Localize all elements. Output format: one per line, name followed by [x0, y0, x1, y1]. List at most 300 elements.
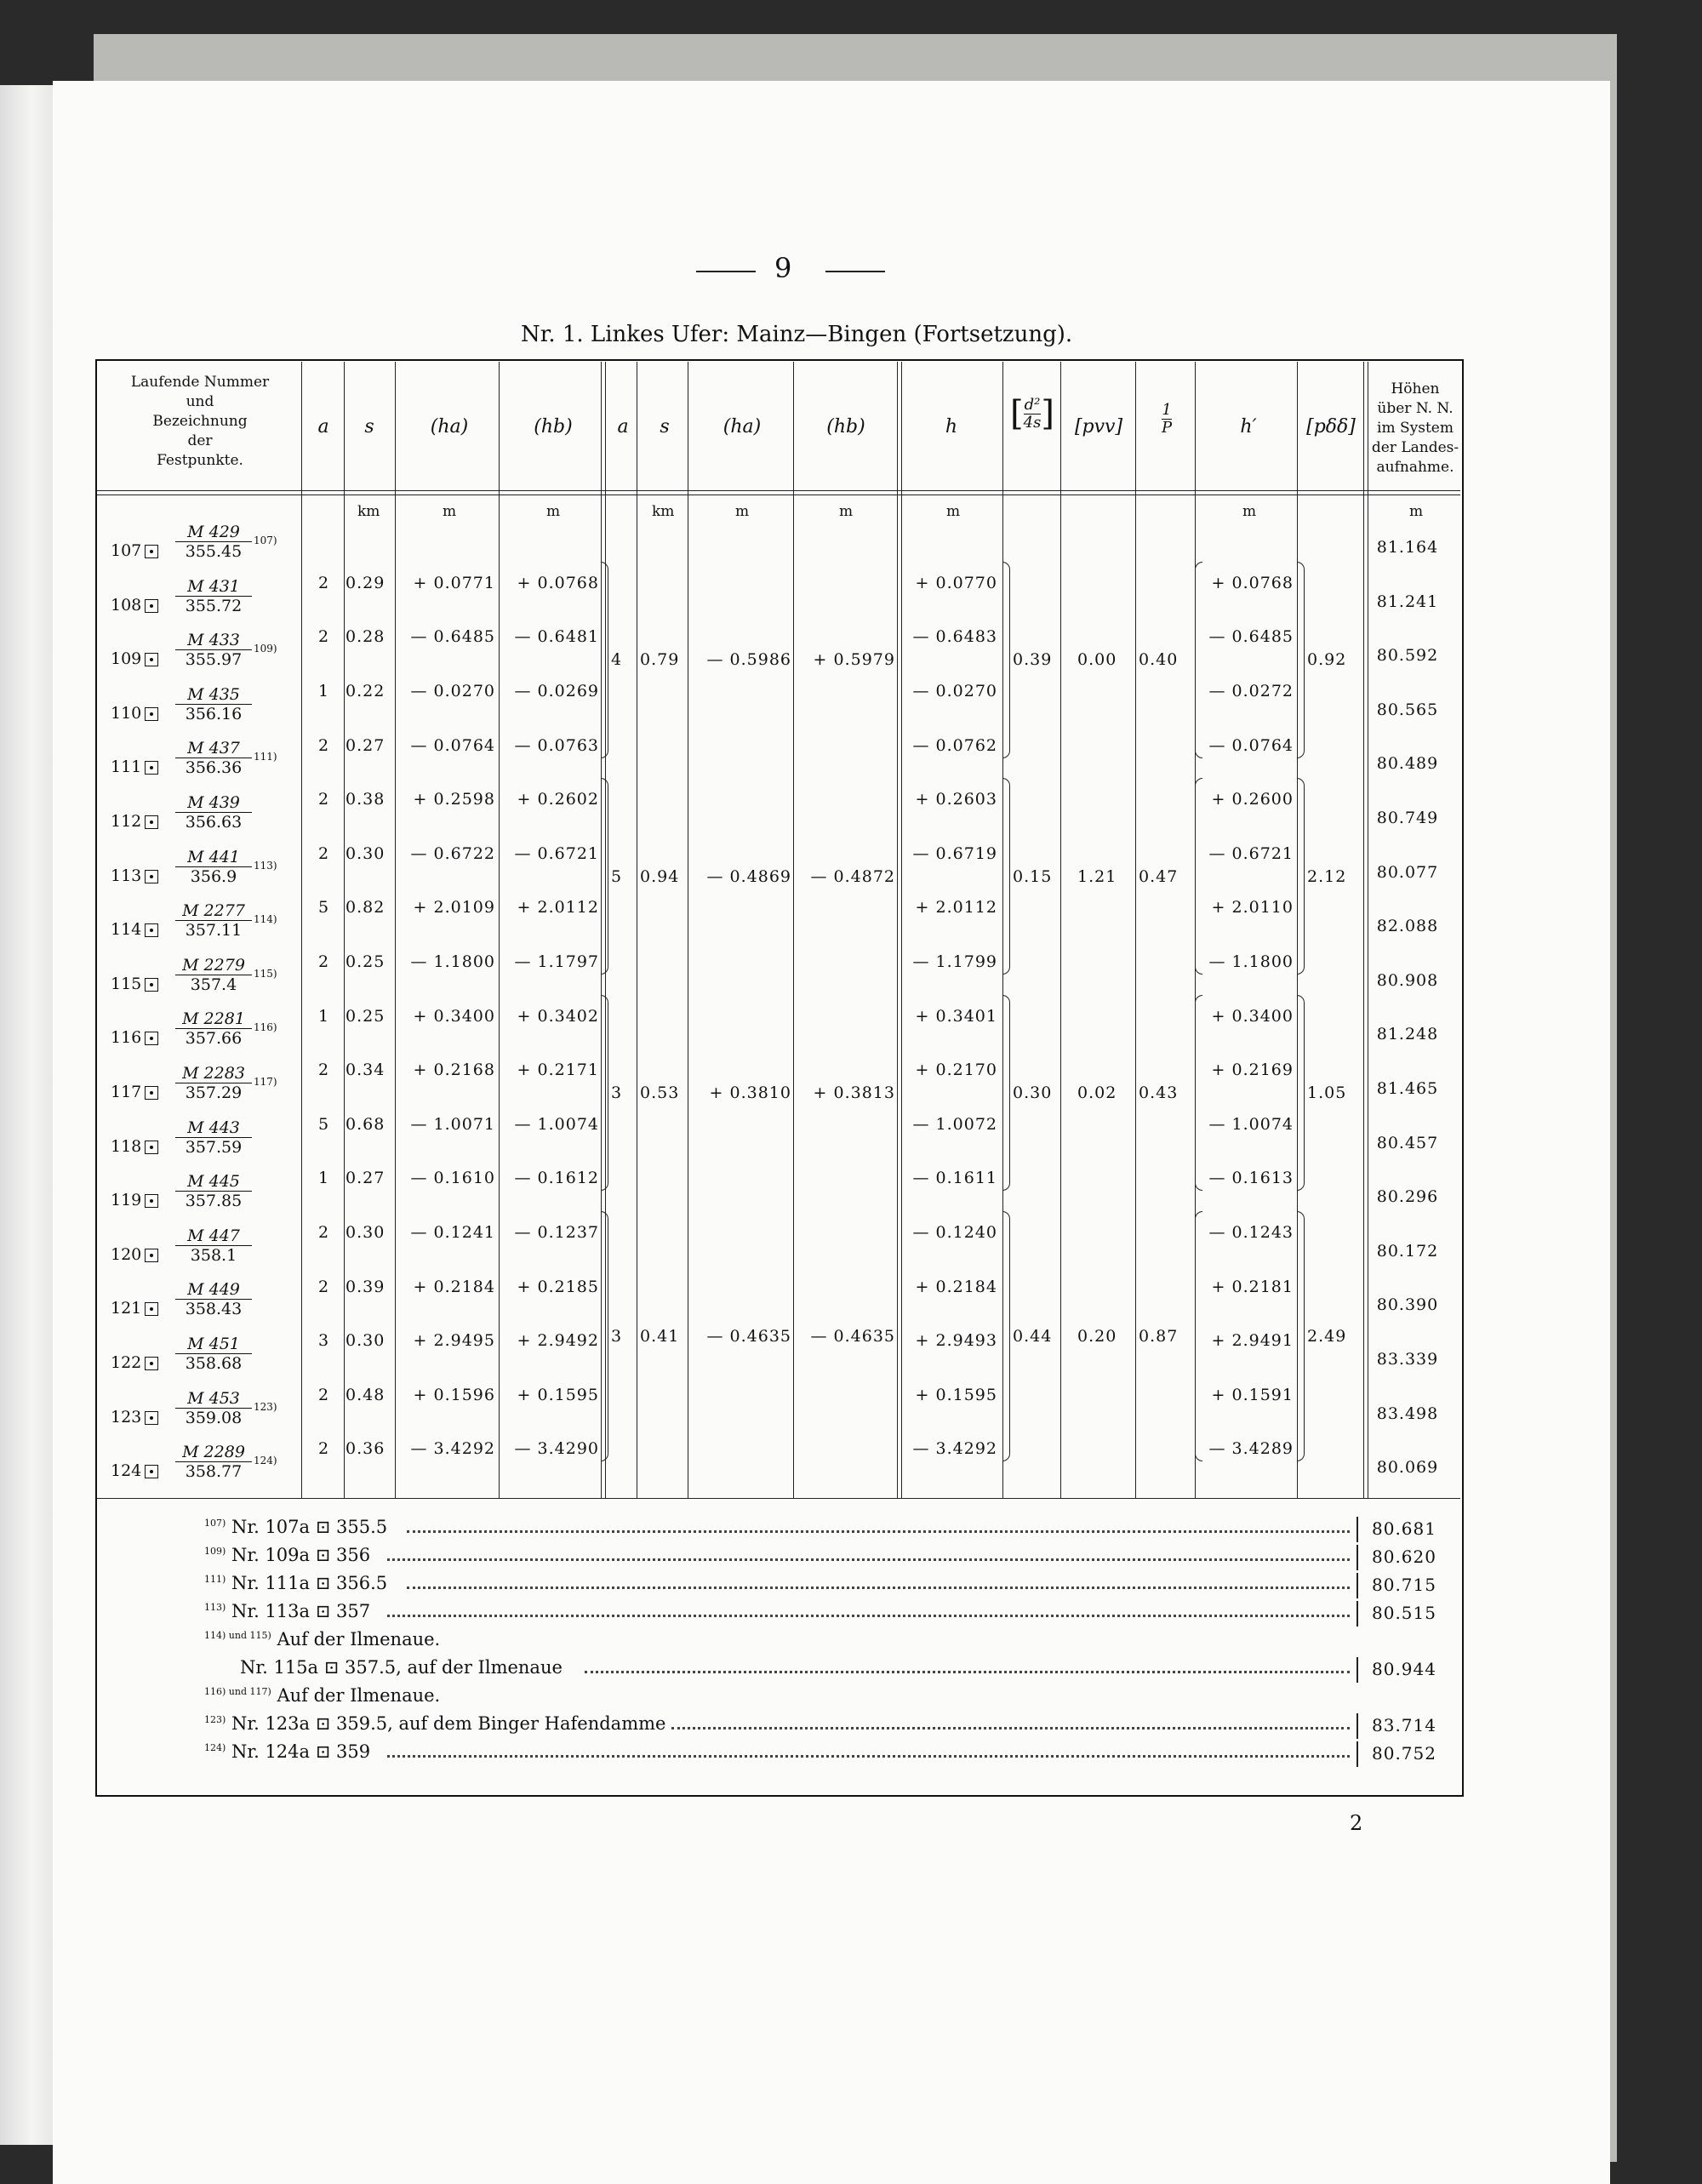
point-mark-value: 355.45 — [185, 542, 243, 561]
group-d2-4s: 0.39 — [1013, 650, 1053, 670]
group-1-over-p: 0.43 — [1139, 1083, 1179, 1102]
group-brace — [601, 995, 608, 1192]
section-h: — 0.0762 — [912, 735, 997, 755]
section-a: 1 — [318, 1006, 330, 1026]
point-row — [111, 596, 162, 615]
section-h-prime: — 0.1243 — [1208, 1223, 1294, 1242]
header-hb2: (hb) — [826, 416, 865, 437]
point-footnote-ref: 109) — [254, 643, 277, 655]
section-ha: — 0.6722 — [410, 843, 495, 863]
section-s: 0.27 — [346, 1169, 386, 1188]
benchmark-icon — [145, 978, 158, 992]
header-1-over-p — [1139, 402, 1195, 437]
point-footnote-ref: 124) — [254, 1455, 277, 1467]
point-row — [111, 1083, 162, 1101]
section-ha: — 0.6485 — [410, 627, 495, 647]
unit-h-prime: m — [1242, 503, 1257, 520]
section-ha: + 2.0109 — [413, 898, 495, 918]
point-footnote-ref: 117) — [254, 1076, 277, 1088]
footnote-bar — [1356, 1545, 1358, 1570]
footnote-leader — [407, 1585, 1350, 1589]
section-h: + 2.0112 — [915, 898, 997, 918]
point-mark-name: M 433 — [175, 631, 252, 650]
section-h: — 0.1240 — [912, 1223, 997, 1242]
group-brace — [1195, 1211, 1202, 1461]
section-a: 2 — [318, 1277, 330, 1296]
footnote-leader — [671, 1725, 1351, 1729]
point-mark — [175, 1335, 252, 1373]
header-heights-line: über N. N. — [1377, 400, 1454, 417]
section-s: 0.30 — [346, 1223, 386, 1242]
unit-ha1: m — [443, 503, 457, 520]
section-h-prime: — 0.1613 — [1208, 1169, 1294, 1188]
section-h: + 0.1595 — [915, 1385, 997, 1404]
footnote-value: 83.714 — [1372, 1715, 1436, 1735]
footnote-text: Auf der Ilmenaue. — [277, 1685, 441, 1706]
group-brace — [1002, 995, 1010, 1192]
section-h-prime: + 0.2169 — [1211, 1061, 1294, 1080]
section-h: + 0.2603 — [915, 790, 997, 809]
section-hb: — 0.6721 — [514, 843, 599, 863]
section-h-prime: + 0.0768 — [1211, 573, 1294, 592]
point-mark-name: M 2283 — [175, 1064, 252, 1083]
point-mark-value: 356.36 — [185, 758, 243, 778]
section-ha: + 0.0771 — [413, 573, 495, 592]
point-mark-value: 357.11 — [185, 921, 243, 940]
group-pdd: 2.12 — [1307, 866, 1347, 886]
height-value: 83.498 — [1376, 1404, 1439, 1423]
header-s1: s — [364, 416, 374, 437]
page-number: 9 — [774, 252, 792, 284]
point-number: 108 — [111, 595, 142, 615]
section-hb: + 0.2171 — [517, 1061, 599, 1080]
header-pvv: [pvv] — [1074, 416, 1123, 437]
header-s2: s — [660, 416, 670, 437]
group-brace — [601, 1211, 608, 1461]
footnote-bar — [1356, 1741, 1358, 1767]
point-mark-value: 359.08 — [185, 1408, 243, 1427]
section-h-prime: + 0.1591 — [1211, 1385, 1294, 1404]
group-pdd: 0.92 — [1307, 650, 1347, 670]
group-brace — [1297, 995, 1305, 1192]
section-s: 0.39 — [346, 1277, 386, 1296]
footnote-ref: 109) — [204, 1546, 226, 1557]
section-a: 2 — [318, 573, 330, 592]
section-a: 2 — [318, 952, 330, 971]
group-brace — [1002, 778, 1010, 975]
group-d2-4s: 0.44 — [1013, 1327, 1053, 1346]
point-number: 114 — [111, 920, 142, 940]
section-h-prime: — 1.1800 — [1208, 952, 1294, 971]
footnote-value: 80.681 — [1372, 1518, 1436, 1539]
point-footnote-ref: 123) — [254, 1400, 277, 1413]
point-mark-value: 357.29 — [185, 1083, 243, 1102]
section-hb: + 0.3402 — [517, 1006, 599, 1026]
footnote-text: Nr. 107a ⊡ 355.5 — [231, 1517, 388, 1537]
footnote-text: Nr. 115a ⊡ 357.5, auf der Ilmenaue — [240, 1657, 563, 1678]
footnote-row — [204, 1685, 440, 1706]
point-mark-value: 356.63 — [185, 813, 243, 832]
section-h-prime: + 2.9491 — [1211, 1331, 1294, 1351]
benchmark-icon — [145, 870, 158, 883]
left-page-edge — [0, 85, 53, 2145]
section-s: 0.34 — [346, 1061, 386, 1080]
section-hb: + 0.2602 — [517, 790, 599, 809]
section-hb: + 0.0768 — [517, 573, 599, 592]
footnote-value: 80.515 — [1372, 1603, 1436, 1623]
section-ha: — 0.1610 — [410, 1169, 495, 1188]
section-a: 2 — [318, 1223, 330, 1242]
section-s: 0.25 — [346, 952, 386, 971]
footnote-row — [204, 1741, 370, 1762]
height-value: 83.339 — [1376, 1350, 1439, 1369]
footnote-leader — [387, 1557, 1350, 1561]
point-mark-name: M 441 — [175, 848, 252, 867]
footnote-leader — [407, 1529, 1350, 1533]
footnote-text: Nr. 109a ⊡ 356 — [231, 1545, 371, 1565]
benchmark-icon — [145, 1465, 158, 1478]
height-value: 80.077 — [1376, 862, 1439, 882]
point-mark — [175, 1389, 252, 1427]
footnote-value: 80.944 — [1372, 1659, 1436, 1679]
group-hb: + 0.3813 — [813, 1083, 895, 1102]
section-hb: + 2.9492 — [517, 1331, 599, 1351]
footnote-value: 80.715 — [1372, 1575, 1436, 1595]
footnote-bar — [1356, 1713, 1358, 1739]
height-value: 80.908 — [1376, 970, 1439, 990]
section-ha: — 1.1800 — [410, 952, 495, 971]
point-mark-name: M 437 — [175, 739, 252, 758]
unit-heights: m — [1409, 503, 1424, 520]
benchmark-icon — [145, 707, 158, 721]
section-h-prime: + 0.2600 — [1211, 790, 1294, 809]
point-row — [111, 1191, 162, 1209]
col-rule — [897, 362, 902, 1498]
point-number: 110 — [111, 703, 142, 723]
height-value: 80.592 — [1376, 646, 1439, 666]
section-ha: + 0.2168 — [413, 1061, 495, 1080]
point-mark-name: M 443 — [175, 1118, 252, 1138]
footnote-leader — [387, 1753, 1350, 1758]
section-h: — 0.1611 — [912, 1169, 997, 1188]
point-mark — [175, 1172, 252, 1210]
height-value: 81.465 — [1376, 1079, 1439, 1098]
page-number-rule-left — [696, 271, 756, 272]
point-mark-value: 357.59 — [185, 1137, 243, 1157]
group-pvv: 0.20 — [1077, 1327, 1117, 1346]
section-a: 2 — [318, 843, 330, 863]
height-value: 80.457 — [1376, 1133, 1439, 1152]
point-mark — [175, 1443, 252, 1481]
benchmark-icon — [145, 815, 158, 829]
header-label-column — [102, 373, 298, 471]
group-ha: + 0.3810 — [709, 1083, 791, 1102]
group-brace — [1297, 1211, 1305, 1461]
point-number: 121 — [111, 1299, 142, 1318]
point-mark — [175, 685, 252, 723]
section-ha: + 0.2598 — [413, 790, 495, 809]
group-1-over-p: 0.87 — [1139, 1327, 1179, 1346]
group-ha: — 0.5986 — [706, 650, 791, 670]
benchmark-icon — [145, 599, 158, 613]
point-number: 113 — [111, 866, 142, 885]
point-row — [111, 758, 162, 776]
footnote-text: Nr. 123a ⊡ 359.5, auf dem Binger Hafendamme — [231, 1713, 666, 1734]
point-mark-name: M 2289 — [175, 1443, 252, 1462]
point-mark-value: 357.4 — [190, 975, 237, 994]
point-mark-value: 358.1 — [190, 1245, 237, 1265]
section-h-prime: + 0.3400 — [1211, 1006, 1294, 1026]
point-mark-value: 357.85 — [185, 1192, 243, 1211]
benchmark-icon — [145, 1194, 158, 1208]
point-footnote-ref: 114) — [254, 913, 277, 926]
section-h: — 3.4292 — [912, 1439, 997, 1459]
benchmark-icon — [145, 1411, 158, 1425]
group-pvv: 1.21 — [1077, 866, 1117, 886]
section-hb: — 3.4290 — [514, 1439, 599, 1459]
footnote-row — [204, 1517, 387, 1537]
header-ha2: (ha) — [722, 416, 762, 437]
point-number: 119 — [111, 1191, 142, 1210]
point-mark-name: M 449 — [175, 1280, 252, 1300]
col-rule — [344, 362, 345, 1498]
point-mark — [175, 739, 252, 777]
section-ha: + 0.2184 — [413, 1277, 495, 1296]
section-ha: — 0.0270 — [410, 682, 495, 700]
group-pdd: 1.05 — [1307, 1083, 1347, 1102]
unit-hb1: m — [546, 503, 561, 520]
point-mark — [175, 1009, 252, 1048]
section-h-prime: — 0.0764 — [1208, 735, 1294, 755]
group-pvv: 0.02 — [1077, 1083, 1117, 1102]
section-s: 0.27 — [346, 735, 386, 755]
point-mark-value: 358.68 — [185, 1354, 243, 1373]
point-number: 122 — [111, 1353, 142, 1372]
section-s: 0.22 — [346, 682, 386, 700]
section-s: 0.48 — [346, 1385, 386, 1404]
benchmark-icon — [145, 761, 158, 775]
point-row — [111, 1028, 162, 1047]
header-rule — [97, 490, 1460, 495]
table-title: Nr. 1. Linkes Ufer: Mainz—Bingen (Fortsetzung). — [521, 322, 1073, 347]
group-a: 5 — [611, 866, 623, 886]
group-s: 0.53 — [640, 1083, 680, 1102]
header-d2: d² — [1024, 396, 1041, 414]
point-mark-value: 356.16 — [185, 704, 243, 723]
group-s: 0.94 — [640, 866, 680, 886]
section-a: 1 — [318, 1169, 330, 1188]
point-mark — [175, 631, 252, 669]
height-value: 81.164 — [1376, 538, 1439, 557]
group-ha: — 0.4635 — [706, 1327, 791, 1346]
unit-s1: km — [357, 503, 380, 520]
point-number: 117 — [111, 1083, 142, 1101]
footnote-text: Nr. 111a ⊡ 356.5 — [231, 1573, 388, 1593]
section-hb: — 0.0269 — [514, 682, 599, 700]
group-ha: — 0.4869 — [706, 866, 791, 886]
section-s: 0.30 — [346, 843, 386, 863]
point-mark — [175, 793, 252, 832]
group-brace — [1297, 562, 1305, 758]
benchmark-icon — [145, 1086, 158, 1100]
point-mark-name: M 2281 — [175, 1009, 252, 1029]
header-ha1: (ha) — [430, 416, 469, 437]
point-mark — [175, 1280, 252, 1318]
header-a2: a — [617, 416, 629, 437]
point-mark — [175, 577, 252, 615]
section-h-prime: — 0.6485 — [1208, 627, 1294, 647]
group-1-over-p: 0.40 — [1139, 650, 1179, 670]
footnote-bar — [1356, 1657, 1358, 1683]
group-a: 3 — [611, 1083, 623, 1102]
header-h-prime: h′ — [1240, 416, 1257, 437]
point-mark-value: 356.9 — [190, 866, 237, 886]
footnote-text: Nr. 124a ⊡ 359 — [231, 1741, 371, 1762]
section-a: 5 — [318, 898, 330, 918]
benchmark-icon — [145, 1302, 158, 1316]
section-a: 2 — [318, 1439, 330, 1459]
benchmark-icon — [145, 1141, 158, 1154]
section-h-prime: + 2.0110 — [1211, 898, 1294, 918]
section-ha: + 0.3400 — [413, 1006, 495, 1026]
section-hb: — 1.1797 — [514, 952, 599, 971]
height-value: 80.390 — [1376, 1295, 1439, 1315]
benchmark-icon — [145, 1249, 158, 1262]
point-number: 124 — [111, 1461, 142, 1481]
point-mark-value: 358.77 — [185, 1462, 243, 1482]
point-number: 107 — [111, 541, 142, 560]
group-a: 4 — [611, 650, 623, 670]
point-number: 120 — [111, 1244, 142, 1264]
point-mark — [175, 901, 252, 940]
point-row — [111, 812, 162, 831]
footnote-value: 80.752 — [1372, 1743, 1436, 1764]
group-s: 0.79 — [640, 650, 680, 670]
header-label-line: der — [187, 432, 213, 449]
footnote-text: Nr. 113a ⊡ 357 — [231, 1601, 371, 1621]
col-rule — [1135, 362, 1136, 1498]
height-value: 80.069 — [1376, 1458, 1439, 1478]
group-brace — [1195, 995, 1202, 1192]
point-row — [111, 1245, 162, 1264]
section-h: + 0.0770 — [915, 573, 997, 592]
section-s: 0.29 — [346, 573, 386, 592]
point-number: 116 — [111, 1028, 142, 1048]
section-a: 2 — [318, 1385, 330, 1404]
section-s: 0.36 — [346, 1439, 386, 1459]
header-label-line: Bezeichnung — [152, 413, 248, 430]
header-heights — [1370, 380, 1460, 477]
col-rule — [1060, 362, 1061, 1498]
point-row — [111, 920, 162, 939]
header-hb1: (hb) — [534, 416, 573, 437]
footnote-text: Auf der Ilmenaue. — [277, 1629, 441, 1649]
point-row — [111, 1353, 162, 1372]
section-h: + 0.2170 — [915, 1061, 997, 1080]
point-row — [111, 1461, 162, 1480]
header-heights-line: Höhen — [1391, 380, 1440, 397]
height-value: 80.749 — [1376, 809, 1439, 827]
footnote-ref: 116) und 117) — [204, 1686, 271, 1697]
footnote-bar — [1356, 1517, 1358, 1542]
footnote-ref: 107) — [204, 1518, 226, 1529]
section-h: + 2.9493 — [915, 1331, 997, 1351]
point-mark — [175, 1118, 252, 1157]
point-mark-name: M 439 — [175, 793, 252, 813]
header-p: P — [1161, 419, 1173, 437]
header-label-line: Laufende Nummer — [130, 374, 270, 391]
footnote-row — [204, 1545, 370, 1565]
point-row — [111, 1137, 162, 1156]
group-d2-4s: 0.15 — [1013, 866, 1053, 886]
footnote-leader — [387, 1613, 1350, 1617]
header-label-line: und — [186, 393, 214, 410]
footnote-ref: 114) und 115) — [204, 1630, 271, 1641]
header-heights-line: im System — [1377, 420, 1454, 437]
section-hb: + 0.1595 — [517, 1385, 599, 1404]
height-value: 82.088 — [1376, 917, 1439, 936]
page-number-rule-right — [825, 271, 885, 272]
section-h-prime: — 1.0074 — [1208, 1114, 1294, 1134]
section-s: 0.38 — [346, 790, 386, 809]
group-1-over-p: 0.47 — [1139, 866, 1179, 886]
point-number: 109 — [111, 649, 142, 669]
point-number: 123 — [111, 1407, 142, 1426]
section-h: — 0.6719 — [912, 843, 997, 863]
unit-s2: km — [652, 503, 675, 520]
point-mark — [175, 1226, 252, 1265]
section-a: 3 — [318, 1331, 330, 1351]
group-hb: + 0.5979 — [813, 650, 895, 670]
section-hb: — 0.0763 — [514, 735, 599, 755]
group-brace — [1195, 778, 1202, 975]
group-brace — [1195, 562, 1202, 758]
footnote-bar — [1356, 1573, 1358, 1598]
section-s: 0.25 — [346, 1006, 386, 1026]
section-h: + 0.2184 — [915, 1277, 997, 1296]
section-a: 5 — [318, 1114, 330, 1134]
section-h: — 0.0270 — [912, 682, 997, 700]
footnote-ref: 111) — [204, 1574, 226, 1585]
point-number: 118 — [111, 1136, 142, 1156]
group-a: 3 — [611, 1327, 623, 1346]
group-brace — [601, 778, 608, 975]
point-mark — [175, 523, 252, 561]
footnote-value: 80.620 — [1372, 1547, 1436, 1567]
section-hb: — 0.1237 — [514, 1223, 599, 1242]
footnote-row — [204, 1601, 370, 1621]
point-mark-name: M 435 — [175, 685, 252, 705]
section-hb: — 1.0074 — [514, 1114, 599, 1134]
height-value: 80.172 — [1376, 1241, 1439, 1261]
height-value: 80.489 — [1376, 754, 1439, 774]
footnote-ref: 113) — [204, 1602, 226, 1613]
group-pvv: 0.00 — [1077, 650, 1117, 670]
section-s: 0.82 — [346, 898, 386, 918]
footnote-leader — [585, 1669, 1350, 1673]
section-hb: + 0.2185 — [517, 1277, 599, 1296]
header-h: h — [945, 416, 958, 437]
footnote-row — [204, 1629, 440, 1649]
point-mark-value: 355.97 — [185, 650, 243, 670]
section-ha: — 1.0071 — [410, 1114, 495, 1134]
section-h-prime: — 0.6721 — [1208, 843, 1294, 863]
section-hb: — 0.6481 — [514, 627, 599, 647]
benchmark-icon — [145, 1357, 158, 1370]
section-hb: — 0.1612 — [514, 1169, 599, 1188]
group-hb: — 0.4872 — [810, 866, 895, 886]
unit-hb2: m — [839, 503, 854, 520]
